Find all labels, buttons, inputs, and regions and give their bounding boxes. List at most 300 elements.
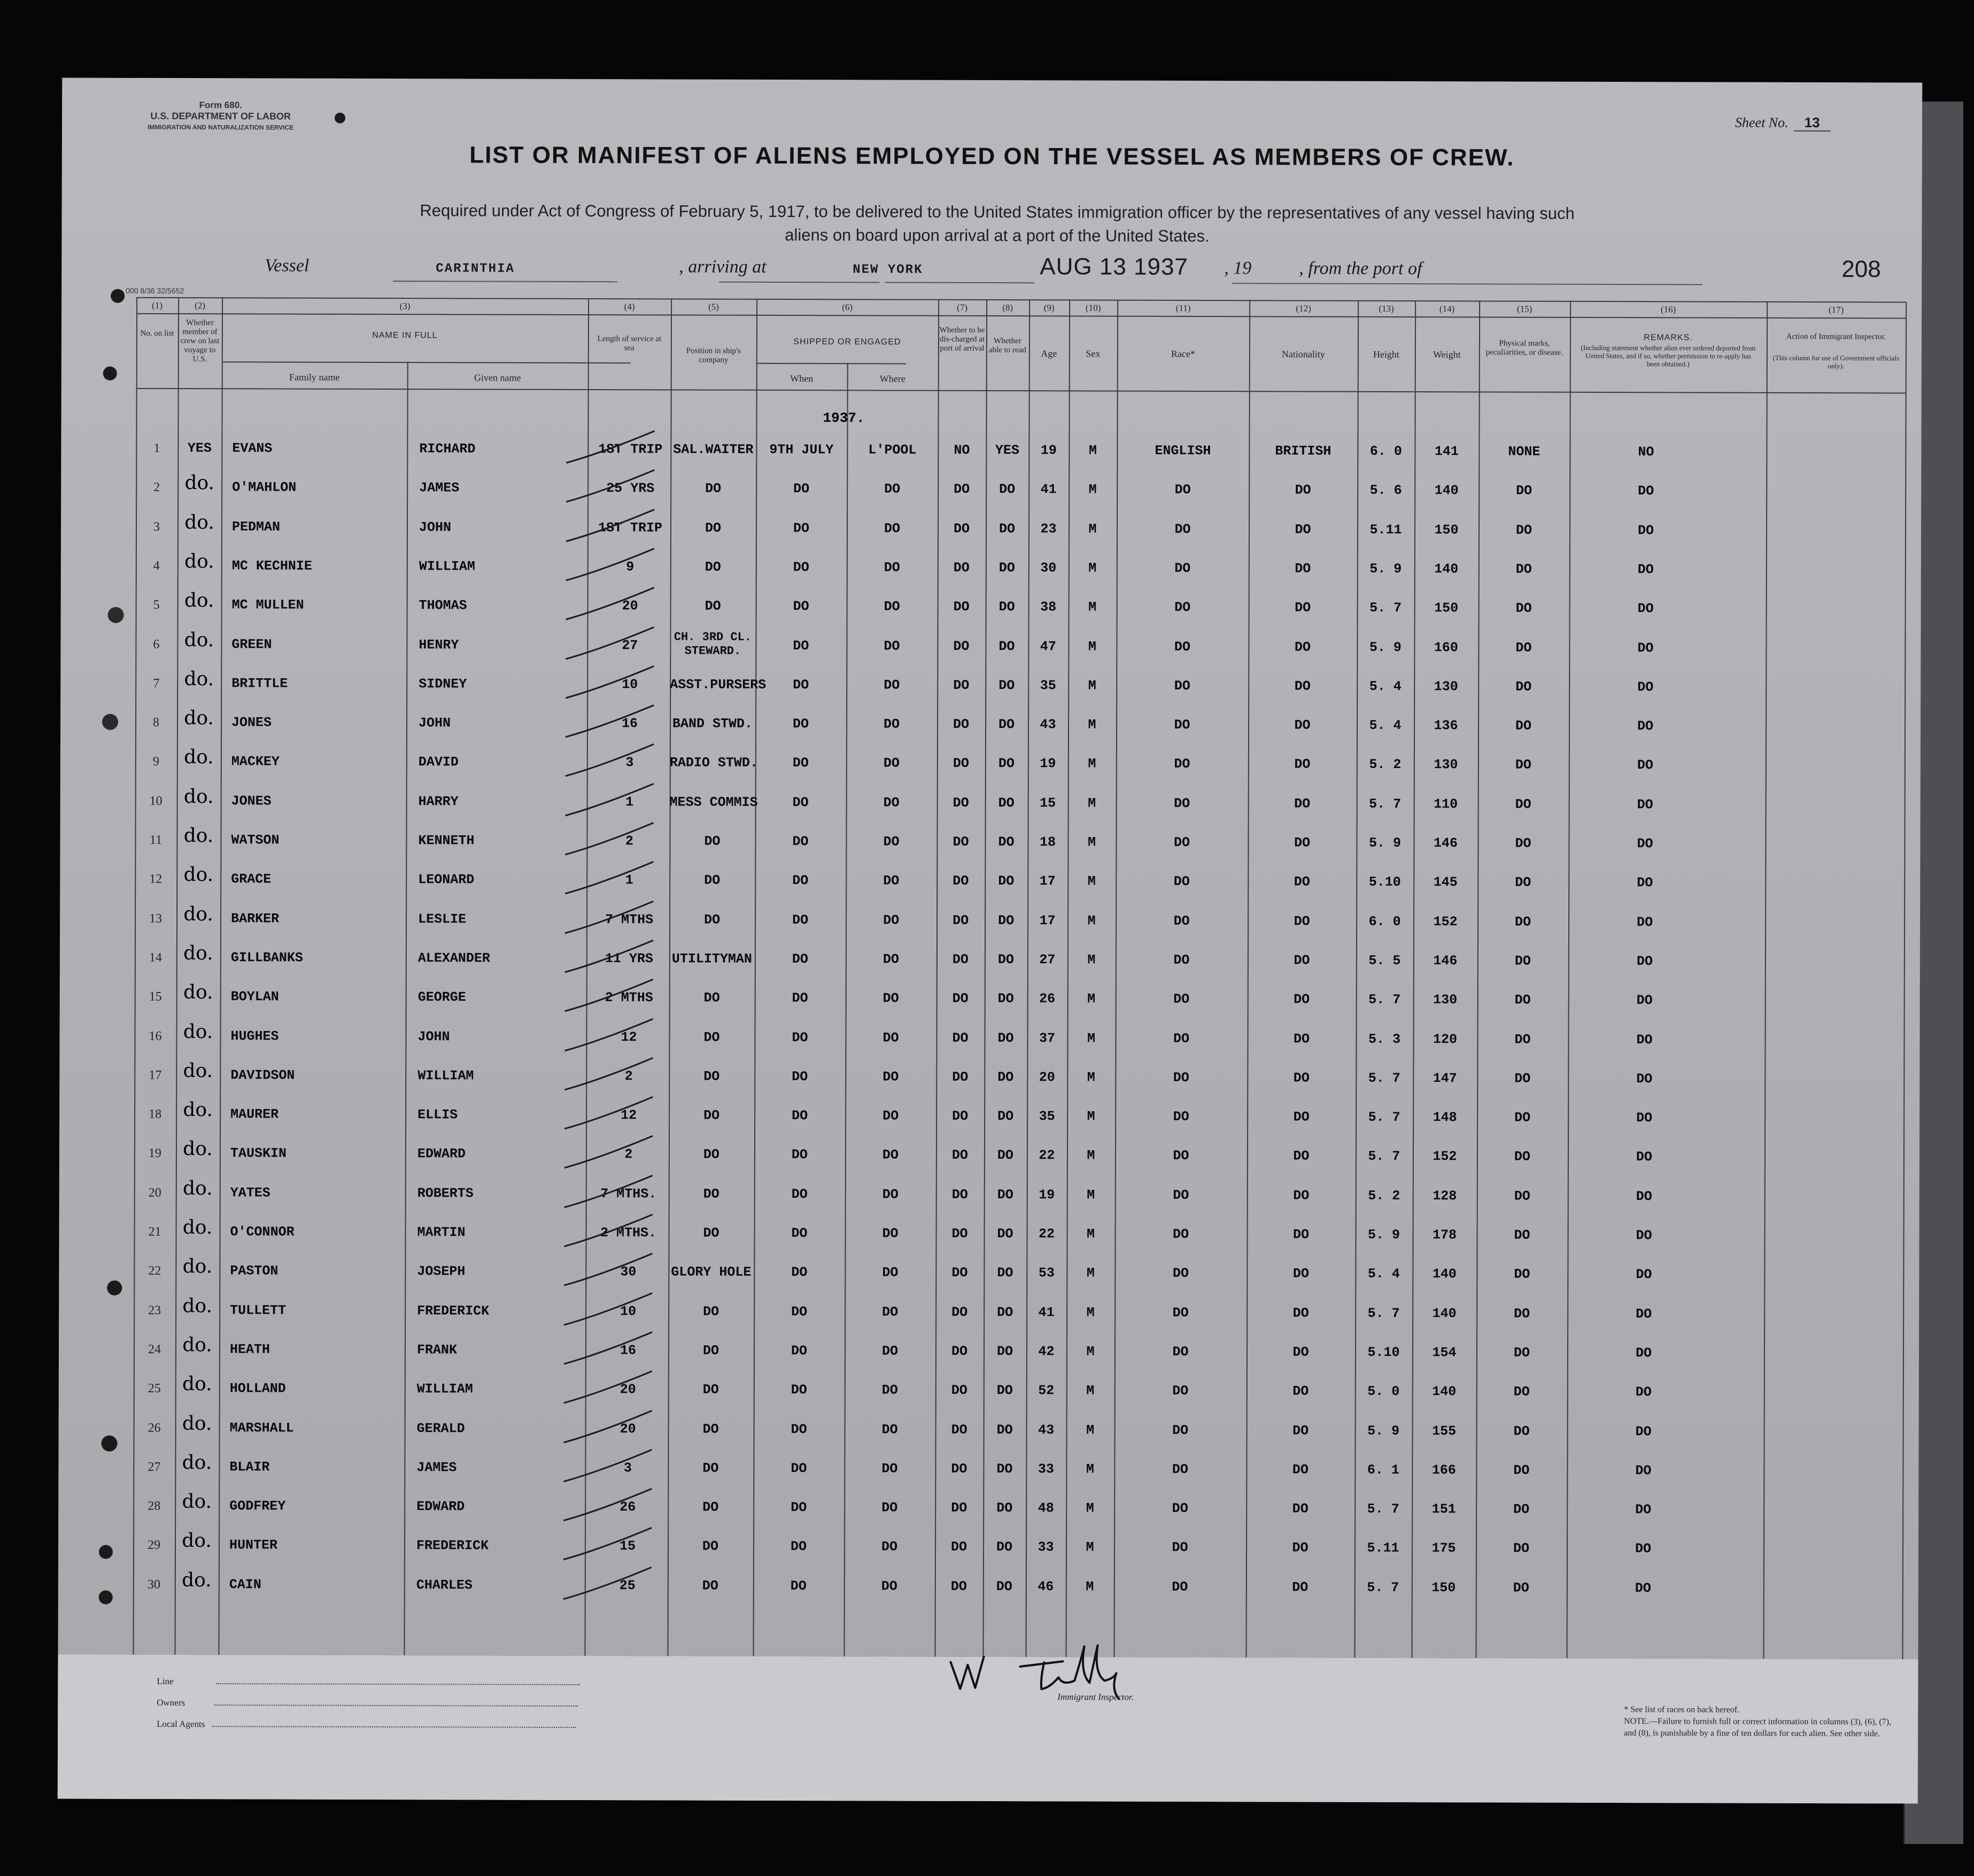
column-number: (8): [1002, 303, 1013, 313]
cell-remarks: DO: [1635, 1424, 1652, 1440]
cell-marks: DO: [1514, 1188, 1530, 1204]
cell-member: do.: [182, 1255, 213, 1278]
cell-age: 38: [1040, 599, 1057, 615]
cell-position: DO: [702, 1382, 719, 1398]
cell-race: DO: [1173, 952, 1190, 968]
cell-given: JOSEPH: [417, 1263, 466, 1280]
cell-read: DO: [997, 1265, 1013, 1281]
cell-where: DO: [884, 481, 901, 497]
cell-member: do.: [182, 1216, 213, 1239]
cell-family: YATES: [230, 1185, 270, 1201]
cell-member: do.: [184, 629, 214, 652]
cell-service: 20: [622, 598, 638, 614]
cell-no: 12: [149, 872, 162, 886]
cell-position: SAL.WAITER: [673, 441, 754, 458]
cell-nationality: DO: [1292, 1305, 1309, 1321]
cell-race: DO: [1174, 756, 1190, 772]
cell-when: DO: [792, 834, 809, 850]
cell-remarks: DO: [1635, 1384, 1652, 1400]
cell-no: 30: [147, 1577, 160, 1592]
cell-where: DO: [883, 951, 899, 967]
cell-service: 2: [624, 1146, 633, 1162]
year-heading: 1937.: [823, 410, 865, 427]
column-number: (9): [1043, 303, 1055, 313]
cell-service: 1: [625, 872, 633, 888]
header-family-name: Family name: [289, 371, 340, 383]
cell-height: 5. 7: [1367, 1579, 1399, 1596]
cell-sex: M: [1087, 1226, 1095, 1242]
service-name: IMMIGRATION AND NATURALIZATION SERVICE: [147, 123, 294, 131]
tick-mark: [564, 1019, 653, 1051]
cell-marks: DO: [1513, 1580, 1529, 1596]
cell-position: MESS COMMIS: [669, 794, 758, 810]
from-port-label: , from the port of: [1299, 258, 1422, 279]
cell-sex: M: [1087, 913, 1096, 929]
cell-height: 5. 3: [1368, 1031, 1401, 1048]
cell-given: DAVID: [418, 754, 459, 770]
cell-height: 5. 7: [1368, 1070, 1400, 1087]
cell-height: 6. 1: [1367, 1462, 1399, 1478]
cell-where: DO: [882, 1265, 899, 1281]
cell-height: 5. 7: [1367, 1305, 1400, 1322]
header-whether-member: Whether member of crew on last voyage to U.S.: [180, 319, 220, 364]
cell-remarks: NO: [1638, 444, 1654, 460]
cell-marks: DO: [1514, 953, 1531, 969]
cell-sex: M: [1086, 1461, 1094, 1477]
cell-service: 3: [625, 755, 634, 771]
cell-nationality: DO: [1294, 913, 1310, 929]
column-number: (1): [152, 300, 163, 311]
header-when: When: [790, 373, 814, 384]
cell-discharged: DO: [951, 1187, 968, 1203]
form-number: Form 680.: [199, 100, 242, 111]
cell-member: do.: [182, 1569, 212, 1592]
cell-age: 17: [1039, 913, 1056, 929]
cell-member: do.: [183, 1021, 213, 1043]
cell-position: DO: [705, 559, 721, 575]
cell-weight: 110: [1434, 796, 1458, 812]
cell-discharged: DO: [951, 1500, 967, 1516]
cell-weight: 150: [1434, 600, 1459, 616]
cell-position: DO: [703, 1146, 719, 1162]
cell-family: DAVIDSON: [230, 1067, 295, 1083]
cell-weight: 141: [1434, 444, 1459, 460]
cell-no: 9: [152, 754, 159, 769]
cell-sex: M: [1087, 834, 1096, 850]
cell-height: 5. 7: [1369, 796, 1402, 812]
cell-age: 53: [1038, 1265, 1055, 1281]
cell-no: 17: [149, 1068, 162, 1082]
cell-race: DO: [1172, 1305, 1189, 1321]
cell-given: JOHN: [419, 715, 451, 731]
arriving-label: , arriving at: [679, 257, 767, 277]
cell-position: GLORY HOLE: [671, 1264, 752, 1280]
tick-mark: [566, 431, 654, 463]
cell-service: 25: [619, 1578, 636, 1594]
cell-weight: 178: [1433, 1227, 1457, 1243]
cell-family: HEATH: [229, 1342, 270, 1358]
cell-read: DO: [996, 1344, 1013, 1360]
cell-read: DO: [998, 717, 1015, 733]
tick-mark: [565, 823, 653, 855]
cell-given: JOHN: [417, 1029, 450, 1045]
cell-where: DO: [883, 834, 900, 850]
page-number: 208: [1841, 256, 1881, 283]
cell-race: DO: [1172, 1383, 1189, 1399]
cell-race: DO: [1173, 1148, 1189, 1164]
cell-where: DO: [884, 521, 901, 537]
cell-when: 9TH JULY: [769, 441, 834, 458]
cell-family: MACKEY: [231, 754, 280, 770]
cell-no: 10: [149, 794, 162, 808]
cell-read: DO: [997, 1305, 1013, 1321]
cell-when: DO: [793, 599, 809, 615]
cell-race: DO: [1173, 834, 1190, 850]
owners-label: Owners: [157, 1697, 185, 1708]
cell-position: ASST.PURSERS: [670, 677, 767, 693]
vessel-label: Vessel: [265, 255, 309, 276]
cell-read: DO: [998, 560, 1015, 576]
cell-age: 41: [1038, 1305, 1055, 1321]
cell-given: ALEXANDER: [417, 950, 490, 966]
cell-where: DO: [882, 1147, 899, 1163]
cell-where: L'POOL: [868, 442, 917, 458]
cell-weight: 128: [1433, 1188, 1457, 1204]
cell-no: 1: [153, 441, 160, 455]
tick-mark: [564, 1332, 652, 1364]
cell-remarks: DO: [1636, 993, 1653, 1009]
cell-weight: 148: [1433, 1110, 1457, 1126]
tick-mark: [566, 744, 654, 776]
cell-discharged: DO: [952, 990, 969, 1006]
header-remarks: REMARKS.: [1644, 333, 1693, 343]
tick-mark: [566, 470, 654, 502]
cell-read: DO: [998, 795, 1015, 811]
column-number: (15): [1516, 304, 1532, 314]
cell-member: do.: [182, 1373, 212, 1396]
cell-race: DO: [1172, 1579, 1188, 1595]
tick-mark: [565, 862, 653, 894]
cell-position: DO: [703, 1029, 720, 1045]
cell-marks: DO: [1514, 1227, 1530, 1243]
cell-read: DO: [996, 1500, 1013, 1516]
cell-position: DO: [702, 1538, 719, 1554]
cell-no: 21: [148, 1224, 161, 1239]
cell-remarks: DO: [1637, 601, 1654, 617]
cell-remarks: DO: [1635, 1345, 1652, 1361]
cell-no: 29: [147, 1538, 161, 1552]
cell-sex: M: [1088, 717, 1096, 733]
cell-service: 25 YRS: [606, 480, 655, 497]
header-race: Race*: [1171, 348, 1195, 360]
cell-weight: 154: [1432, 1345, 1457, 1361]
cell-height: 5. 9: [1369, 639, 1402, 656]
cell-remarks: DO: [1636, 1228, 1652, 1244]
cell-given: ELLIS: [417, 1107, 458, 1123]
note-penalty: NOTE.—Failure to furnish full or correct information in columns (3), (6), (7), and (8), is punishable by a fine of ten dollars for each alien. See other side.: [1624, 1717, 1892, 1739]
cell-when: DO: [793, 677, 809, 693]
header-position: Position in ship's company: [686, 346, 741, 365]
cell-given: FREDERICK: [416, 1538, 489, 1554]
cell-when: DO: [792, 1069, 808, 1085]
tick-mark: [564, 1293, 652, 1325]
cell-sex: M: [1086, 1579, 1094, 1595]
cell-nationality: DO: [1292, 1383, 1309, 1399]
cell-marks: DO: [1516, 483, 1532, 499]
cell-where: DO: [883, 1069, 899, 1085]
cell-no: 5: [153, 598, 160, 612]
cell-read: DO: [999, 482, 1016, 498]
cell-no: 19: [148, 1146, 161, 1160]
cell-no: 11: [149, 833, 162, 847]
cell-height: 5. 6: [1369, 482, 1402, 499]
cell-age: 22: [1039, 1226, 1055, 1242]
cell-weight: 120: [1433, 1032, 1458, 1048]
cell-age: 37: [1039, 1030, 1056, 1046]
cell-nationality: DO: [1293, 1227, 1310, 1243]
cell-sex: M: [1088, 482, 1097, 498]
header-physical-marks: Physical marks, peculiarities, or disease.: [1485, 339, 1563, 357]
cell-when: DO: [791, 1226, 808, 1242]
header-length-of-service: Length of service at sea: [597, 335, 662, 353]
cell-age: 22: [1039, 1148, 1055, 1164]
cell-service: 20: [620, 1421, 636, 1437]
tick-mark: [564, 1214, 653, 1246]
cell-no: 25: [148, 1381, 161, 1396]
cell-member: YES: [187, 440, 212, 456]
cell-sex: M: [1088, 521, 1097, 537]
cell-sex: M: [1087, 1187, 1095, 1203]
cell-marks: DO: [1515, 874, 1531, 890]
cell-discharged: DO: [951, 1265, 968, 1281]
cell-discharged: DO: [950, 1539, 967, 1555]
cell-weight: 146: [1433, 953, 1458, 969]
cell-weight: 130: [1434, 757, 1458, 773]
cell-discharged: DO: [951, 1422, 967, 1438]
cell-read: DO: [997, 1148, 1013, 1164]
cell-where: DO: [881, 1500, 898, 1516]
cell-discharged: DO: [951, 1304, 968, 1320]
cell-member: do.: [183, 942, 213, 965]
column-number: (2): [195, 300, 206, 311]
cell-sex: M: [1086, 1305, 1095, 1321]
cell-height: 5.10: [1368, 874, 1401, 890]
cell-height: 5. 5: [1368, 952, 1401, 969]
subtitle-line-2: aliens on board upon arrival at a port of the United States.: [785, 225, 1210, 246]
cell-discharged: DO: [950, 1578, 967, 1594]
cell-service: 2 MTHS.: [600, 1225, 657, 1241]
cell-nationality: DO: [1292, 1462, 1309, 1478]
cell-race: DO: [1174, 482, 1191, 498]
cell-age: 17: [1039, 873, 1056, 889]
cell-height: 5.11: [1367, 1540, 1399, 1556]
cell-when: DO: [793, 481, 810, 497]
cell-when: DO: [791, 1343, 808, 1359]
cell-where: DO: [881, 1382, 898, 1398]
cell-nationality: DO: [1294, 796, 1311, 812]
cell-sex: M: [1088, 756, 1096, 772]
cell-remarks: DO: [1635, 1502, 1652, 1518]
header-height: Height: [1373, 348, 1399, 360]
cell-family: BLAIR: [229, 1459, 270, 1475]
cell-nationality: DO: [1294, 678, 1311, 694]
cell-age: 43: [1038, 1422, 1055, 1438]
cell-remarks: DO: [1637, 836, 1653, 852]
cell-family: HOLLAND: [229, 1381, 286, 1397]
cell-family: WATSON: [231, 832, 280, 848]
cell-position: DO: [705, 598, 721, 614]
header-nationality: Nationality: [1281, 348, 1325, 360]
cell-service: 11 YRS: [605, 951, 653, 967]
cell-no: 3: [153, 520, 160, 534]
cell-family: JONES: [231, 715, 272, 731]
cell-marks: DO: [1515, 640, 1532, 656]
header-given-name: Given name: [474, 372, 521, 383]
cell-sex: M: [1086, 1344, 1095, 1360]
cell-race: DO: [1173, 1030, 1190, 1046]
cell-height: 5. 7: [1367, 1501, 1399, 1517]
service-tick-marks: [58, 77, 1922, 1686]
cell-nationality: DO: [1294, 874, 1310, 890]
cell-sex: M: [1086, 1422, 1095, 1438]
tick-mark: [565, 940, 653, 972]
cell-sex: M: [1086, 1383, 1095, 1399]
cell-service: 15: [619, 1538, 636, 1554]
cell-member: do.: [184, 472, 215, 494]
header-action-note: (This column for use of Government officials only).: [1772, 353, 1900, 370]
cell-weight: 146: [1433, 835, 1458, 851]
cell-weight: 166: [1431, 1462, 1456, 1478]
cell-sex: M: [1087, 1030, 1096, 1046]
cell-age: 35: [1040, 678, 1056, 694]
cell-race: DO: [1172, 1344, 1189, 1360]
cell-sex: M: [1088, 443, 1097, 459]
tick-mark: [565, 901, 653, 933]
cell-no: 4: [153, 559, 160, 573]
cell-given: SIDNEY: [419, 676, 467, 692]
cell-no: 20: [148, 1185, 161, 1200]
cell-family: GILLBANKS: [230, 950, 303, 966]
cell-no: 28: [148, 1499, 161, 1513]
cell-remarks: DO: [1637, 875, 1653, 891]
cell-given: RICHARD: [419, 441, 476, 457]
cell-family: JONES: [231, 793, 272, 809]
cell-age: 30: [1040, 560, 1057, 576]
cell-member: do.: [183, 825, 214, 847]
cell-race: DO: [1172, 1461, 1188, 1477]
cell-sex: M: [1088, 795, 1096, 811]
cell-family: CAIN: [229, 1577, 261, 1593]
cell-read: DO: [997, 1108, 1014, 1125]
tick-mark: [563, 1567, 652, 1599]
line-field: [157, 1676, 579, 1688]
cell-marks: NONE: [1508, 444, 1541, 460]
cell-age: 18: [1039, 834, 1056, 850]
column-number: (7): [957, 302, 968, 313]
cell-family: GREEN: [231, 637, 272, 653]
cell-remarks: DO: [1636, 953, 1653, 970]
cell-remarks: DO: [1636, 1110, 1653, 1126]
cell-nationality: DO: [1293, 1031, 1310, 1047]
cell-discharged: DO: [953, 560, 970, 576]
cell-member: do.: [184, 511, 214, 534]
cell-no: 24: [148, 1342, 161, 1356]
header-action: Action of Immigrant Inspector.: [1786, 332, 1886, 342]
cell-read: DO: [998, 599, 1015, 615]
cell-given: LEONARD: [418, 872, 475, 888]
cell-marks: DO: [1514, 1071, 1531, 1087]
cell-race: DO: [1172, 1422, 1189, 1438]
cell-position: CH. 3RD CL. STEWARD.: [674, 630, 752, 658]
cell-race: DO: [1173, 1226, 1189, 1242]
cell-read: DO: [996, 1422, 1013, 1438]
cell-member: do.: [182, 1452, 212, 1474]
cell-when: DO: [791, 1265, 808, 1281]
tick-mark: [566, 548, 654, 580]
cell-weight: 160: [1434, 640, 1458, 656]
cell-no: 15: [149, 989, 162, 1004]
cell-sex: M: [1088, 560, 1097, 576]
cell-where: DO: [883, 795, 900, 811]
cell-position: RADIO STWD.: [669, 755, 758, 771]
cell-given: WILLIAM: [419, 559, 475, 575]
cell-discharged: DO: [951, 1461, 967, 1477]
cell-read: YES: [995, 443, 1019, 459]
cell-age: 15: [1040, 795, 1056, 811]
tick-mark: [564, 1136, 653, 1168]
header-name-in-full: NAME IN FULL: [372, 330, 438, 340]
cell-member: do.: [183, 981, 213, 1004]
cell-position: DO: [703, 1225, 719, 1241]
cell-family: O'MAHLON: [232, 479, 297, 495]
cell-discharged: DO: [953, 795, 969, 811]
cell-member: do.: [184, 707, 214, 730]
cell-age: 35: [1039, 1108, 1055, 1125]
tick-mark: [564, 1058, 653, 1090]
column-number: (10): [1085, 303, 1101, 313]
cell-age: 33: [1038, 1539, 1054, 1555]
cell-discharged: NO: [954, 442, 970, 458]
cell-remarks: DO: [1637, 640, 1654, 656]
cell-service: 26: [620, 1499, 636, 1515]
cell-sex: M: [1088, 599, 1097, 615]
cell-race: DO: [1174, 795, 1190, 811]
cell-read: DO: [998, 913, 1015, 929]
cell-family: MAURER: [230, 1106, 279, 1122]
cell-where: DO: [884, 638, 900, 654]
cell-remarks: DO: [1635, 1580, 1651, 1596]
cell-where: DO: [883, 990, 899, 1006]
cell-read: DO: [998, 678, 1015, 694]
cell-discharged: DO: [953, 912, 969, 928]
cell-marks: DO: [1513, 1501, 1530, 1517]
cell-position: DO: [702, 1460, 719, 1476]
cell-marks: DO: [1515, 600, 1532, 616]
cell-age: 52: [1038, 1383, 1055, 1399]
cell-given: THOMAS: [419, 598, 467, 614]
cell-discharged: DO: [953, 716, 970, 732]
cell-service: 9: [626, 559, 634, 575]
column-number: (5): [708, 301, 719, 312]
cell-service: 1ST TRIP: [598, 441, 663, 458]
cell-family: MC MULLEN: [231, 597, 304, 613]
cell-given: MARTIN: [417, 1224, 466, 1241]
cell-no: 23: [148, 1303, 161, 1317]
cell-read: DO: [997, 991, 1014, 1007]
cell-given: HARRY: [418, 794, 459, 810]
cell-nationality: DO: [1295, 482, 1311, 498]
header-discharged: Whether to be dis-charged at port of arrival: [939, 325, 985, 353]
